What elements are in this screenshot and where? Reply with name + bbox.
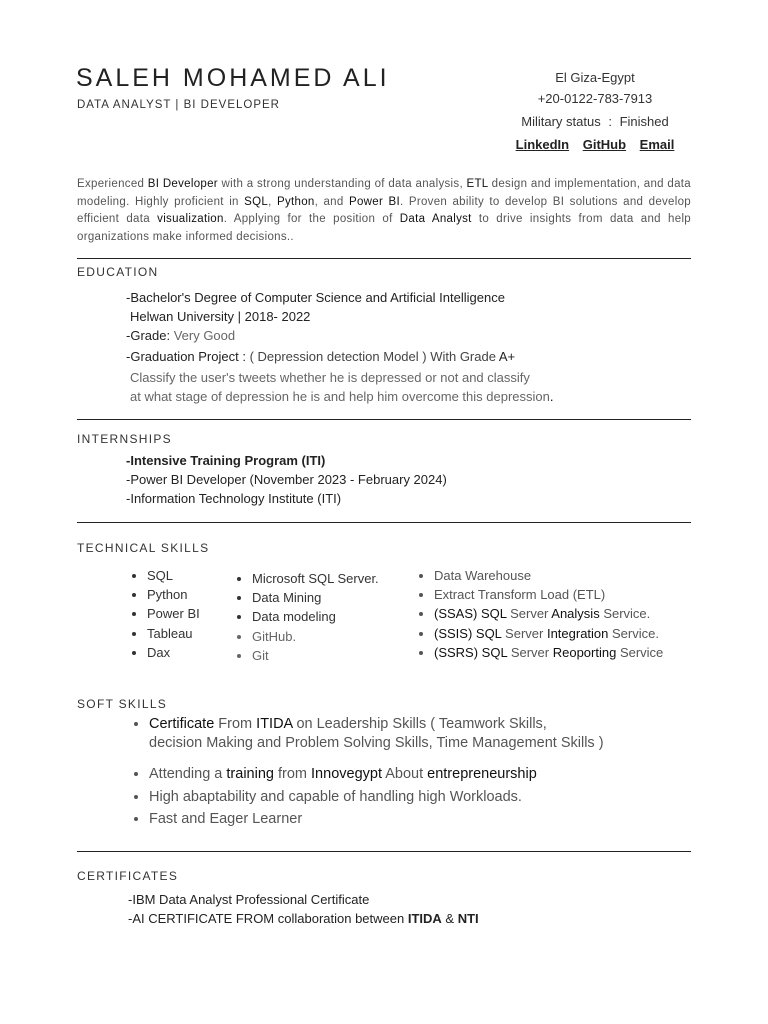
skill-item: • Dax [147,643,200,662]
education-project: -Graduation Project : ( Depression detection Model ) With Grade A+ [126,349,516,364]
contact-links [490,137,700,152]
military-value: Finished [619,114,669,129]
skill-item: • SQL [147,566,200,585]
internship-institute: -Information Technology Institute (ITI) [126,491,342,506]
skill-item: • Python [147,585,200,604]
soft-skill-item: • Attending a training from Innovegypt About entrepreneurship [149,763,719,786]
skill-item: • Data Warehouse [434,566,663,585]
skill-item: • (SSIS) SQL Server Integration Service. [434,624,663,643]
education-degree: -Bachelor's Degree of Computer Science and Artificial Intelligence [126,290,505,305]
certificate-item: -AI CERTIFICATE FROM collaboration between ITIDA & NTI [128,911,479,926]
internship-program: -Intensive Training Program (ITI) [126,453,326,468]
location: El Giza-Egypt [555,70,635,85]
soft-skill-item: • High abaptability and capable of handling high Workloads. [149,786,719,809]
education-university: Helwan University | 2018- 2022 [130,309,311,324]
skill-item: • Git [252,646,379,665]
divider [77,258,691,259]
divider [77,851,691,852]
technical-skills-heading: TECHNICAL SKILLS [77,541,210,555]
skills-column-1 [131,566,200,662]
internship-position: -Power BI Developer (November 2023 - February 2024) [126,472,447,487]
email-link[interactable]: Email [639,137,675,152]
skill-item: • GitHub. [252,627,379,646]
divider [77,419,691,420]
soft-skill-item: • Fast and Eager Learner [149,808,719,831]
skill-item: • Extract Transform Load (ETL) [434,585,663,604]
education-heading: EDUCATION [77,265,159,279]
project-description-line2: at what stage of depression he is and help him overcome this depression. [130,389,554,404]
github-link[interactable]: GitHub [582,137,627,152]
skill-item: • Data Mining [252,588,379,607]
soft-skills-heading: SOFT SKILLS [77,697,168,711]
military-separator: : [608,114,612,129]
skill-item: • Microsoft SQL Server. [252,569,379,588]
divider [77,522,691,523]
skill-item: • Data modeling [252,607,379,626]
soft-skills-list [132,715,719,831]
phone: +20-0122-783-7913 [537,91,653,106]
skill-item: • (SSAS) SQL Server Analysis Service. [434,604,663,623]
skills-column-2 [236,569,379,665]
candidate-name: SALEH MOHAMED ALI [76,64,390,92]
internships-heading: INTERNSHIPS [77,432,172,446]
skill-item: • Tableau [147,624,200,643]
project-description-line1: Classify the user's tweets whether he is depressed or not and classify [130,370,530,385]
certificate-item: -IBM Data Analyst Professional Certificate [128,892,370,907]
soft-skill-item: • Certificate From ITIDA on Leadership Skills ( Teamwork Skills, decision Making and Problem Solving Skills, Time Management Skills ) [149,715,719,753]
skill-item: • (SSRS) SQL Server Reoporting Service [434,643,663,662]
candidate-role: DATA ANALYST | BI DEVELOPER [77,99,280,111]
linkedin-link[interactable]: LinkedIn [515,137,570,152]
certificates-heading: CERTIFICATES [77,869,179,883]
skills-column-3 [418,566,663,662]
military-label: Military status [521,114,601,129]
education-grade: -Grade: Very Good [126,328,236,343]
skill-item: • Power BI [147,604,200,623]
summary-paragraph: Experienced BI Developer with a strong understanding of data analysis, ETL design and implementation, and data modeling. Highly proficient in SQL, Python, and Power BI. Proven ability to develop BI solutions and develop efficient data visualization. Applying for the position of Data Analyst to drive insights from data and help organizations make informed decisions.. [77,178,692,243]
military-status [490,114,700,129]
